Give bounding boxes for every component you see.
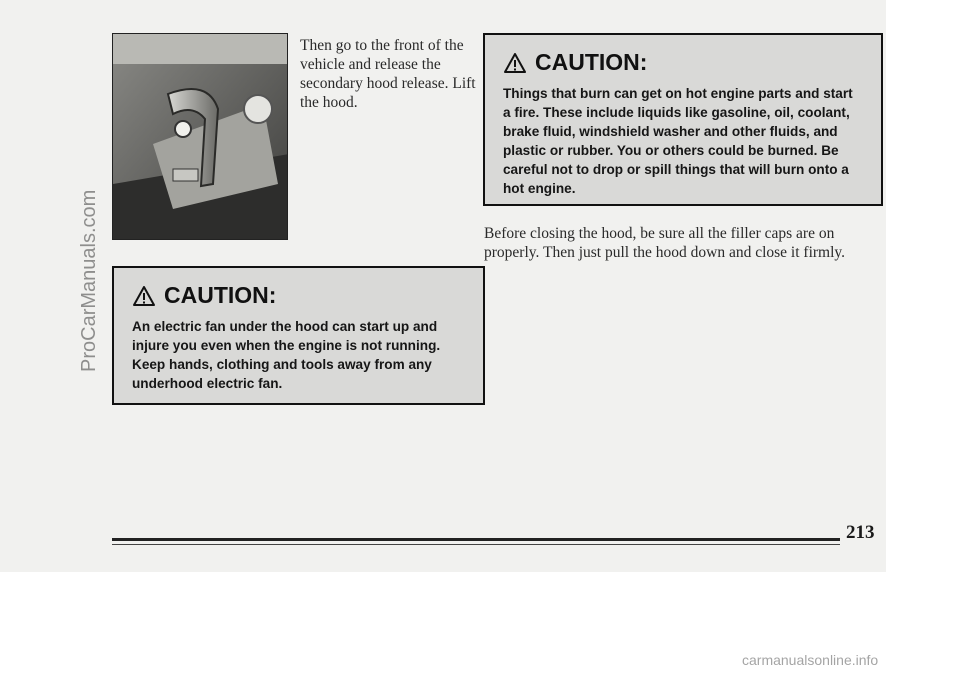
caution-title: CAUTION: <box>535 49 648 75</box>
watermark-side: ProCarManuals.com <box>78 189 100 372</box>
closing-paragraph: Before closing the hood, be sure all the filler caps are on properly. Then just pull the hood down and close it firmly. <box>484 225 846 261</box>
warning-triangle-icon <box>503 52 527 74</box>
caution-title: CAUTION: <box>164 282 277 308</box>
caution-box-burn <box>483 33 883 206</box>
watermark-bottom: carmanualsonline.info <box>742 652 879 668</box>
footer-rule <box>112 538 840 541</box>
caution-text: An electric fan under the hood can start up and injure you even when the engine is not running. Keep hands, clothing and tools away from any underhood electric fan. <box>132 319 441 391</box>
caution-heading <box>503 49 863 76</box>
page-number: 213 <box>846 522 875 543</box>
caution-heading <box>132 282 465 309</box>
hood-release-photo <box>112 33 288 240</box>
intro-paragraph: Then go to the front of the vehicle and release the secondary hood release. Lift the hood. <box>300 37 476 111</box>
caution-box-fan <box>112 266 485 405</box>
caution-text: Things that burn can get on hot engine parts and start a fire. These include liquids like gasoline, oil, coolant, brake fluid, windshield washer and other fluids, and plastic or rubber. You or others could be burned. Be careful not to drop or spill things that will burn onto a hot engine. <box>503 86 853 196</box>
footer-rule-thin <box>112 544 840 545</box>
warning-triangle-icon <box>132 285 156 307</box>
